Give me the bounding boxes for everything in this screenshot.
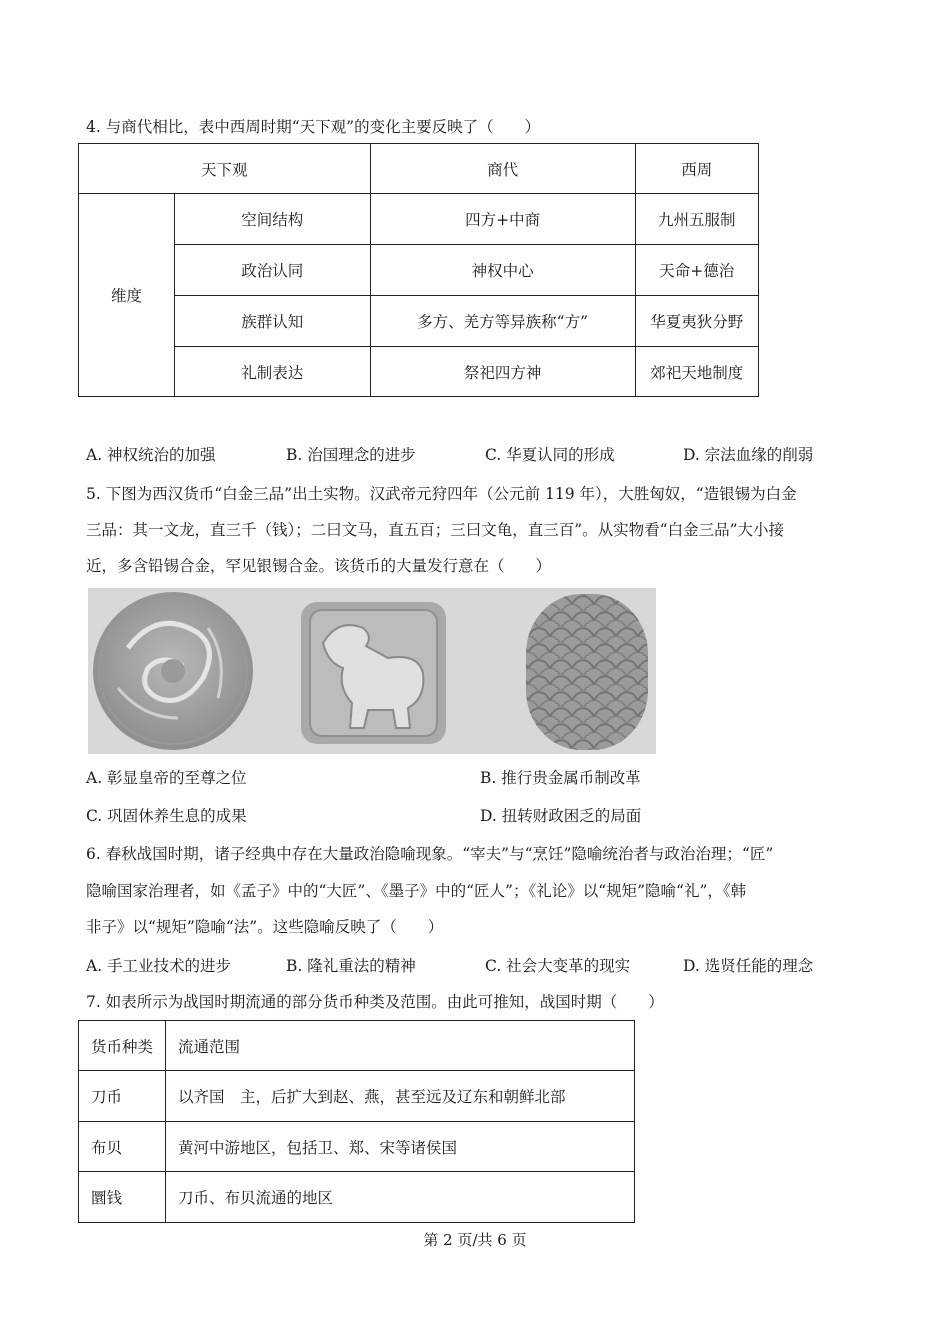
q7-table <box>78 1020 635 1223</box>
q5-line-3: 近，多含铅锡合金，罕见银锡合金。该货币的大量发行意在（ ） <box>86 557 552 575</box>
q5-option-a[interactable]: A. 彰显皇帝的至尊之位 <box>86 769 247 787</box>
q4-option-b[interactable]: B. 治国理念的进步 <box>286 446 416 464</box>
q4-row-zhou: 华夏夷狄分野 <box>635 296 758 347</box>
q7-row-kind: 圜钱 <box>79 1172 166 1223</box>
q5-line-2: 三品：其一文龙，直三千（钱）；二曰文马，直五百；三曰文龟，直三百”。从实物看“白金三品”大小接 <box>86 521 785 539</box>
q6-option-a[interactable]: A. 手工业技术的进步 <box>86 957 232 975</box>
q7-stem: 7. 如表所示为战国时期流通的部分货币种类及范围。由此可推知，战国时期（ ） <box>86 993 664 1011</box>
horse-coin <box>301 602 446 744</box>
q6-line-1: 6. 春秋战国时期，诸子经典中存在大量政治隐喻现象。“宰夫”与“烹饪”隐喻统治者与政治治理；“匠” <box>86 845 774 863</box>
q4-row-dim: 政治认同 <box>175 245 371 296</box>
coin-photo <box>88 588 656 754</box>
q7-row-range: 以齐国 主，后扩大到赵、燕，甚至远及辽东和朝鲜北部 <box>166 1071 635 1122</box>
q4-row-shang: 多方、羌方等异族称“方” <box>370 296 635 347</box>
q4-row-shang: 祭祀四方神 <box>370 347 635 397</box>
q4-option-a[interactable]: A. 神权统治的加强 <box>86 446 216 464</box>
q4-row-dim: 礼制表达 <box>175 347 371 397</box>
q4-row-shang: 神权中心 <box>370 245 635 296</box>
q4-table <box>78 143 759 397</box>
q4-header-shang: 商代 <box>370 144 635 194</box>
q4-row-dim: 族群认知 <box>175 296 371 347</box>
q5-option-b[interactable]: B. 推行贵金属币制改革 <box>480 769 641 787</box>
q4-stem: 4. 与商代相比，表中西周时期“天下观”的变化主要反映了（ ） <box>86 118 541 136</box>
q7-row-range: 刀币、布贝流通的地区 <box>166 1172 635 1223</box>
q5-option-c[interactable]: C. 巩固休养生息的成果 <box>86 807 247 825</box>
q7-row-range: 黄河中游地区，包括卫、郑、宋等诸侯国 <box>166 1122 635 1172</box>
q7-row-kind: 刀币 <box>79 1071 166 1122</box>
q6-option-c[interactable]: C. 社会大变革的现实 <box>485 957 631 975</box>
q5-line-1: 5. 下图为西汉货币“白金三品”出土实物。汉武帝元狩四年（公元前 119 年），大胜匈奴，“造银锡为白金 <box>86 485 797 503</box>
q4-header-zhou: 西周 <box>635 144 758 194</box>
q7-row-kind: 布贝 <box>79 1122 166 1172</box>
q4-header-tianxiaguan: 天下观 <box>79 144 371 194</box>
q4-option-d[interactable]: D. 宗法血缘的削弱 <box>683 446 814 464</box>
q7-header-range: 流通范围 <box>166 1021 635 1071</box>
q6-option-d[interactable]: D. 选贤任能的理念 <box>683 957 814 975</box>
q4-group-label: 维度 <box>79 194 175 397</box>
q4-row-dim: 空间结构 <box>175 194 371 245</box>
q4-option-c[interactable]: C. 华夏认同的形成 <box>485 446 615 464</box>
q4-row-shang: 四方+中商 <box>370 194 635 245</box>
q4-row-zhou: 郊祀天地制度 <box>635 347 758 397</box>
q6-option-b[interactable]: B. 隆礼重法的精神 <box>286 957 416 975</box>
q6-line-3: 非子》以“规矩”隐喻“法”。这些隐喻反映了（ ） <box>86 918 444 936</box>
dragon-coin <box>93 592 253 750</box>
q4-row-zhou: 天命+德治 <box>635 245 758 296</box>
turtle-coin <box>526 594 648 750</box>
q5-option-d[interactable]: D. 扭转财政困乏的局面 <box>480 807 642 825</box>
q6-line-2: 隐喻国家治理者，如《孟子》中的“大匠”、《墨子》中的“匠人”；《礼论》以“规矩”隐喻“礼”，《韩 <box>86 882 747 900</box>
page-footer: 第 2 页/共 6 页 <box>423 1231 527 1249</box>
q7-header-kind: 货币种类 <box>79 1021 166 1071</box>
coin-photo-svg <box>88 588 656 754</box>
q4-row-zhou: 九州五服制 <box>635 194 758 245</box>
